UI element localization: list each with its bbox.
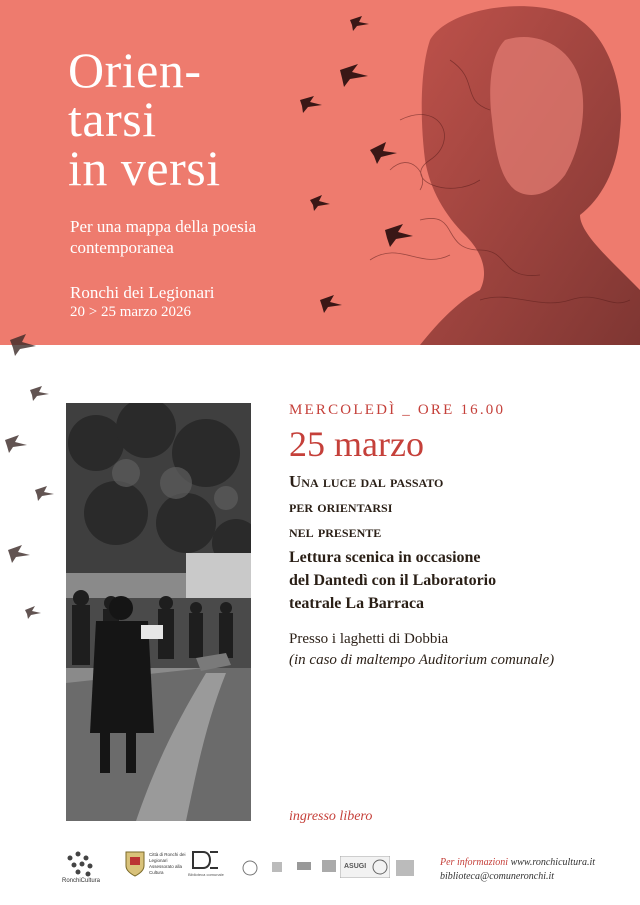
festival-dates: 20 > 25 marzo 2026	[70, 304, 191, 320]
festival-place: Ronchi dei Legionari	[70, 283, 215, 302]
event-date: 25 marzo	[289, 424, 424, 464]
email-link[interactable]: biblioteca@comuneronchi.it	[440, 871, 555, 882]
footer	[0, 840, 640, 905]
info-label: Per informazioni	[440, 857, 509, 868]
woman-with-birds-illustration	[280, 0, 640, 345]
event-venue-alternative: (in caso di maltempo Auditorium comunale)	[289, 652, 555, 668]
ronchicultura-logo-text: RonchiCultura	[62, 878, 101, 884]
event-details	[289, 402, 619, 671]
event-title-line: nel presente	[289, 522, 382, 541]
city-crest-logo-text: Città di Ronchi dei Legionari Assessorato alla Cultura	[149, 852, 186, 875]
asugi-logo-text: ASUGI	[344, 863, 367, 870]
partner-logo-2	[394, 858, 416, 878]
title-line: in versi	[68, 140, 221, 196]
event-title-line: Una luce dal passato	[289, 472, 444, 491]
entry-note: ingresso libero	[289, 809, 373, 824]
biblioteca-logo-text: Biblioteca comunale	[188, 872, 224, 877]
title-line: tarsi	[68, 91, 157, 147]
festival-subtitle: Per una mappa della poesia contemporanea	[70, 217, 256, 257]
event-description-line: del Dantedì con il Laboratorio	[289, 572, 497, 589]
event-photo	[66, 403, 251, 821]
event-venue: Presso i laghetti di Dobbia	[289, 631, 449, 647]
sponsor-logos	[62, 848, 422, 888]
title-line: Orien-	[68, 42, 202, 98]
event-title	[289, 469, 619, 544]
contact-info	[440, 856, 595, 884]
event-description-line: Lettura scenica in occasione	[289, 549, 481, 566]
event-day-time: MERCOLEDÌ _ ORE 16.00	[289, 402, 506, 418]
city-crest-logo	[124, 848, 146, 878]
festival-title	[68, 42, 221, 196]
event-description-line: teatrale La Barraca	[289, 595, 425, 612]
partner-logo	[242, 858, 342, 884]
event-title-line: per orientarsi	[289, 497, 393, 516]
event-description	[289, 546, 619, 615]
website-link[interactable]: www.ronchicultura.it	[510, 857, 596, 868]
